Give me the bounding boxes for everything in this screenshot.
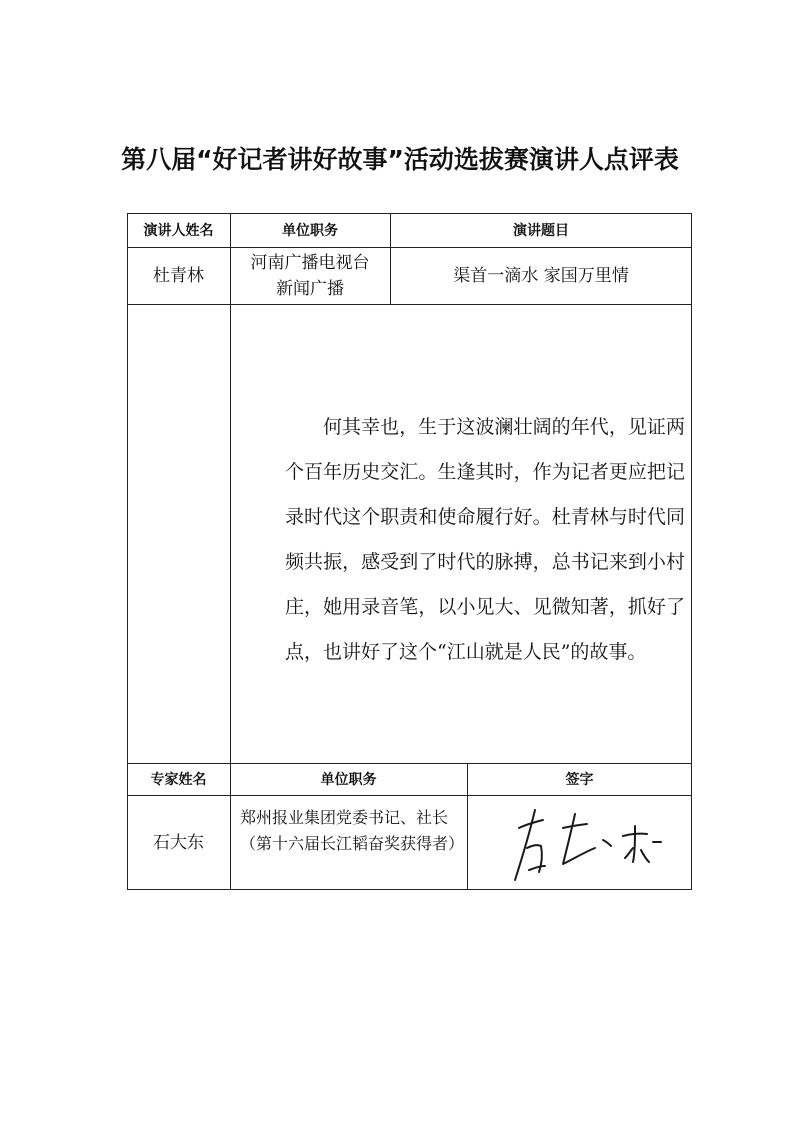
header-speaker-name: 演讲人姓名 — [143, 223, 214, 239]
divider — [127, 304, 692, 305]
header-unit: 单位职务 — [282, 223, 338, 239]
speech-topic: 渠首一滴水 家国万里情 — [453, 265, 629, 286]
expert-name: 石大东 — [153, 832, 204, 853]
speaker-name: 杜青林 — [153, 265, 204, 286]
comment-block — [285, 405, 685, 675]
speaker-unit-line1: 河南广播电视台 — [250, 252, 370, 273]
header-signature: 签字 — [565, 772, 594, 788]
comment-text: 何其幸也，生于这波澜壮阔的年代，见证两个百年历史交汇。生逢其时，作为记者更应把记录时代这个职责和使命履行好。杜青林与时代同频共振，感受到了时代的脉搏，总书记来到小村庄，她用录音笔，以小见大、见微知著，抓好了点，也讲好了这个“江山就是人民”的故事。 — [285, 416, 685, 663]
speaker-unit-line2: 新闻广播 — [276, 278, 344, 299]
header-topic: 演讲题目 — [513, 223, 569, 239]
header-expert-name: 专家姓名 — [150, 772, 207, 788]
handwritten-signature — [505, 800, 680, 890]
expert-unit: 郑州报业集团党委书记、社长（第十六届长江韬奋奖获得者） — [240, 808, 465, 853]
header-expert-unit: 单位职务 — [320, 772, 377, 788]
page-title: 第八届“好记者讲好故事”活动选拔赛演讲人点评表 — [121, 145, 679, 174]
speaker-unit — [230, 247, 390, 304]
